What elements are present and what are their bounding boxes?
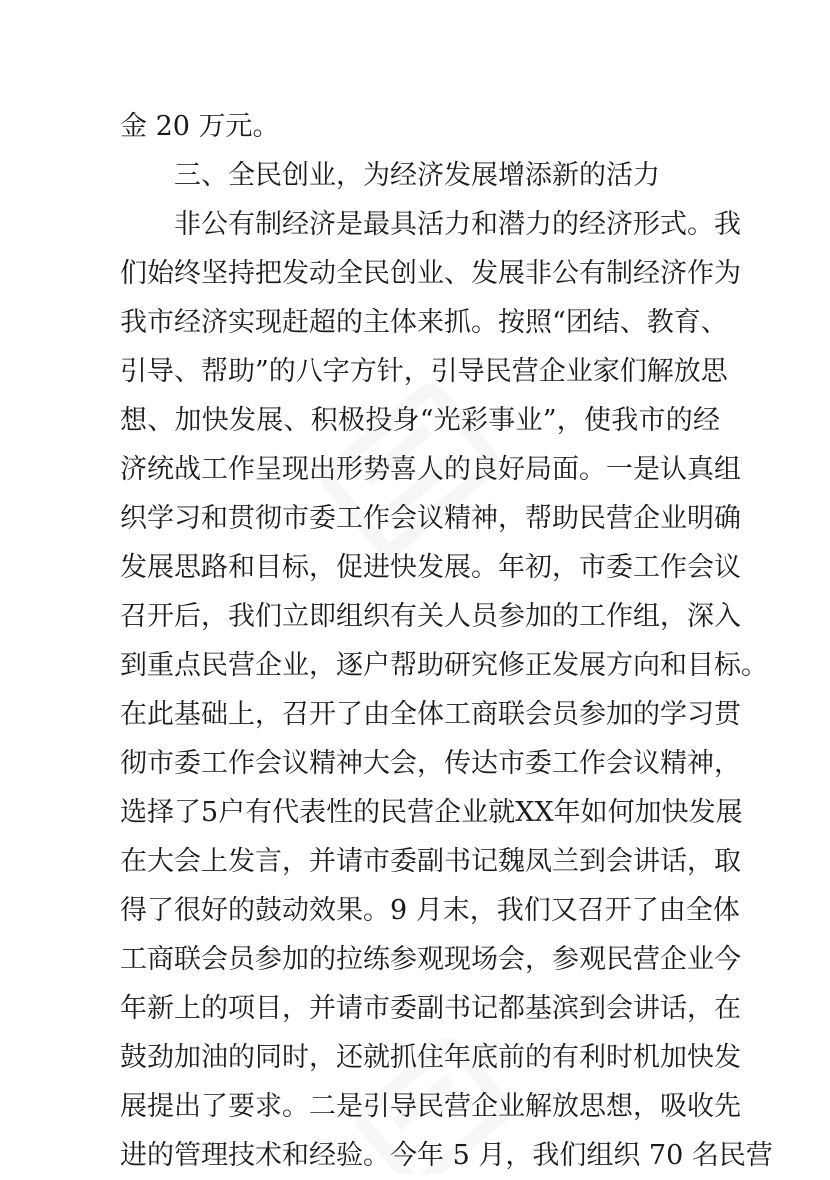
text-line: 选择了5户有代表性的民营企业就XX年如何加快发展 (120, 797, 743, 828)
section-heading: 三、全民创业，为经济发展增添新的活力 (174, 160, 660, 191)
text-line: 们始终坚持把发动全民创业、发展非公有制经济作为 (120, 258, 741, 289)
text-line: 在大会上发言，并请市委副书记魏凤兰到会讲话，取 (120, 846, 741, 877)
text-line: 展提出了要求。二是引导民营企业解放思想，吸收先 (120, 1091, 741, 1122)
text-line: 鼓劲加油的同时，还就抓住年底前的有利时机加快发 (120, 1042, 741, 1073)
text-line: 非公有制经济是最具活力和潜力的经济形式。我 (174, 209, 741, 240)
text-line: 在此基础上，召开了由全体工商联会员参加的学习贯 (120, 699, 741, 730)
text-line: 发展思路和目标，促进快发展。年初，市委工作会议 (120, 552, 741, 583)
text-line: 我市经济实现赶超的主体来抓。按照“团结、教育、 (120, 307, 728, 338)
text-line: 年新上的项目，并请市委副书记都基滨到会讲话，在 (120, 993, 741, 1024)
text-line: 得了很好的鼓动效果。9 月末，我们又召开了由全体 (120, 895, 740, 926)
text-line: 到重点民营企业，逐户帮助研究修正发展方向和目标。 (120, 650, 768, 681)
body-text (120, 102, 773, 1180)
text-line: 金 20 万元。 (120, 111, 280, 142)
text-line: 织学习和贯彻市委工作会议精神，帮助民营企业明确 (120, 503, 741, 534)
text-line: 进的管理技术和经验。今年 5 月，我们组织 70 名民营 (120, 1140, 773, 1171)
text-line: 引导、帮助”的八字方针，引导民营企业家们解放思 (120, 356, 728, 387)
text-line: 济统战工作呈现出形势喜人的良好局面。一是认真组 (120, 454, 741, 485)
text-line: 彻市委工作会议精神大会，传达市委工作会议精神， (120, 748, 741, 779)
text-line: 工商联会员参加的拉练参观现场会，参观民营企业今 (120, 944, 741, 975)
text-line: 召开后，我们立即组织有关人员参加的工作组，深入 (120, 601, 741, 632)
text-line: 想、加快发展、积极投身“光彩事业”，使我市的经 (120, 405, 720, 436)
